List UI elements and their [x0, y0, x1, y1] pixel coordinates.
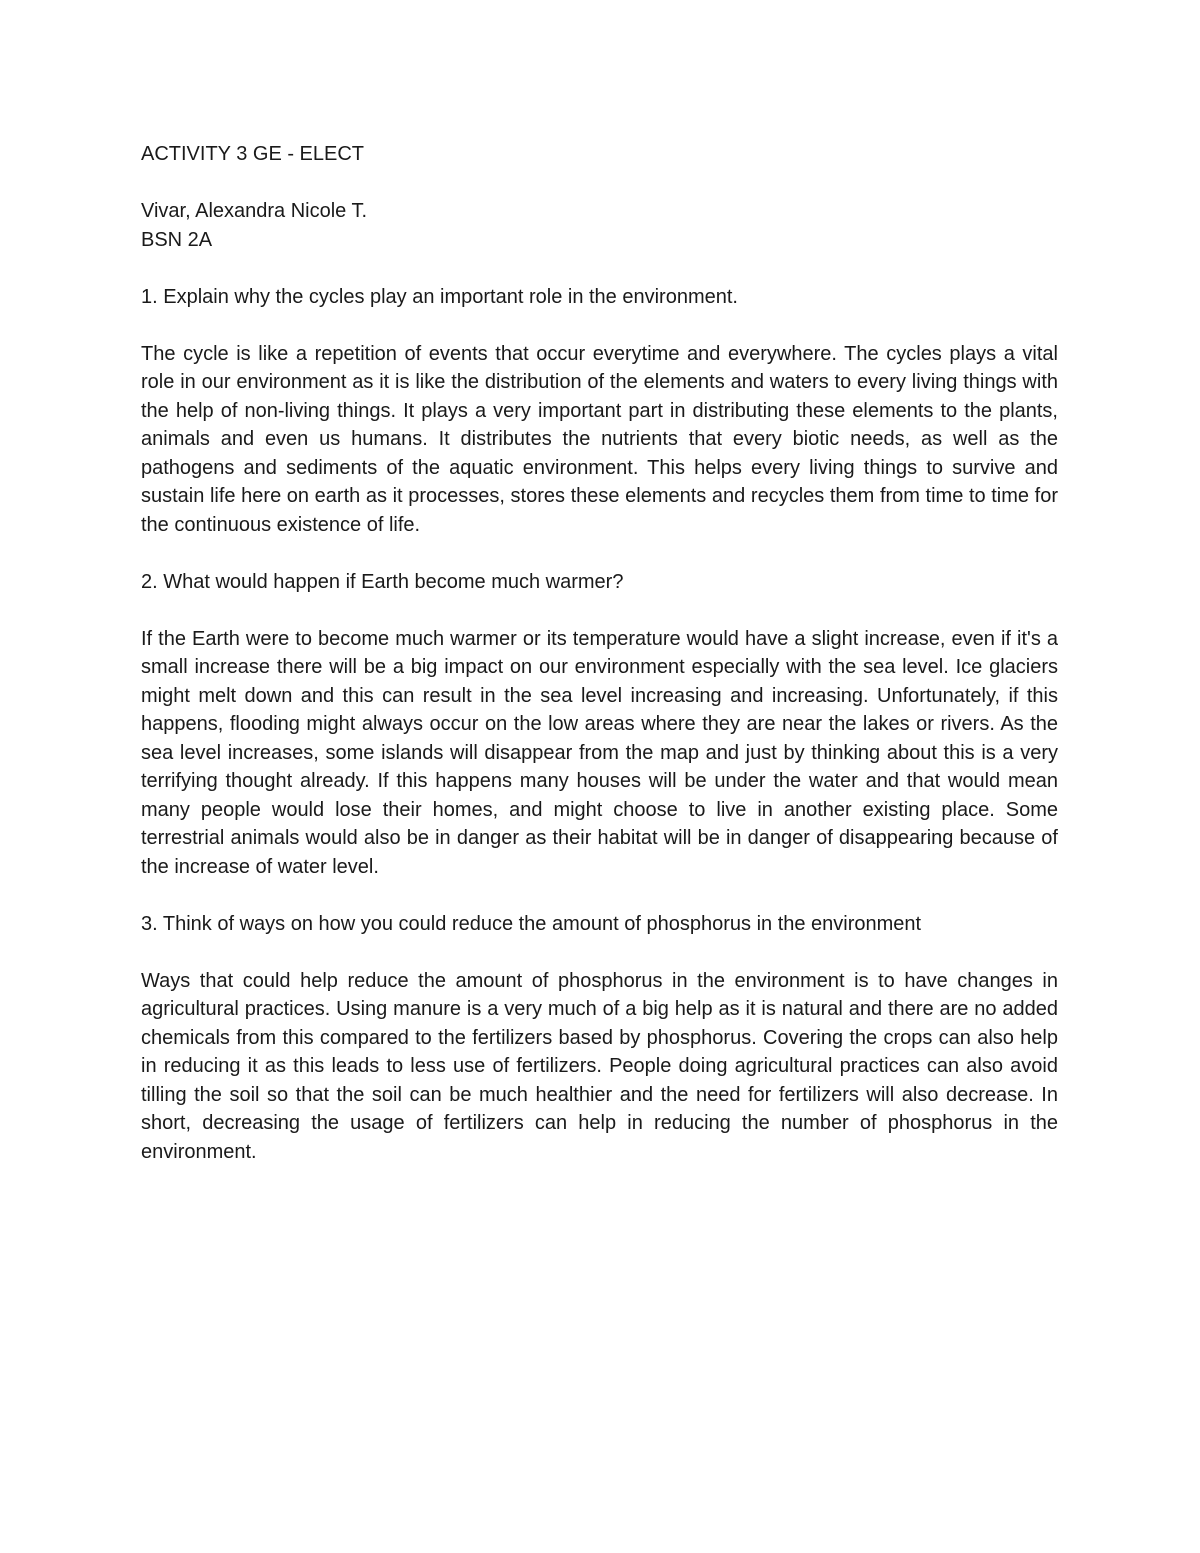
class-section: BSN 2A	[141, 228, 213, 251]
document-title: ACTIVITY 3 GE - ELECT	[141, 143, 365, 165]
document-content	[141, 140, 1058, 1195]
answer-1: The cycle is like a repetition of events that occur everytime and everywhere. The cycles plays a vital role in our environment as it is like the distribution of the elements and waters to every living things with the help of non-living things. It plays a very important part in distributing these elements to the plants, animals and even us humans. It distributes the nutrients that every biotic needs, as well as the pathogens and sediments of the aquatic environment. This helps every living things to survive and sustain life here on earth as it processes, stores these elements and recycles them from time to time for the continuous existence of life.	[141, 342, 1058, 536]
question-3: 3. Think of ways on how you could reduce the amount of phosphorus in the environment	[141, 912, 922, 935]
answer-2: If the Earth were to become much warmer or its temperature would have a slight increase, even if it's a small increase there will be a big impact on our environment especially with the sea level. Ice glaciers might melt down and this can result in the sea level increasing and increasing. Unfortunately, if this happens, flooding might always occur on the low areas where they are near the lakes or rivers. As the sea level increases, some islands will disappear from the map and just by thinking about this is a very terrifying thought already. If this happens many houses will be under the water and that would mean many people would lose their homes, and might choose to live in another existing place. Some terrestrial animals would also be in danger as their habitat will be in danger of disappearing because of the increase of water level.	[141, 627, 1058, 878]
question-2: 2. What would happen if Earth become much warmer?	[141, 570, 624, 593]
question-1: 1. Explain why the cycles play an important role in the environment.	[141, 285, 738, 308]
answer-3: Ways that could help reduce the amount of phosphorus in the environment is to have changes in agricultural practices. Using manure is a very much of a big help as it is natural and there are no added chemicals from this compared to the fertilizers based by phosphorus. Covering the crops can also help in reducing it as this leads to less use of fertilizers. People doing agricultural practices can also avoid tilling the soil so that the soil can be much healthier and the need for fertilizers will also decrease. In short, decreasing the usage of fertilizers can help in reducing the number of phosphorus in the environment.	[141, 969, 1058, 1163]
author-name: Vivar, Alexandra Nicole T.	[141, 200, 368, 222]
author-block	[141, 197, 1058, 254]
